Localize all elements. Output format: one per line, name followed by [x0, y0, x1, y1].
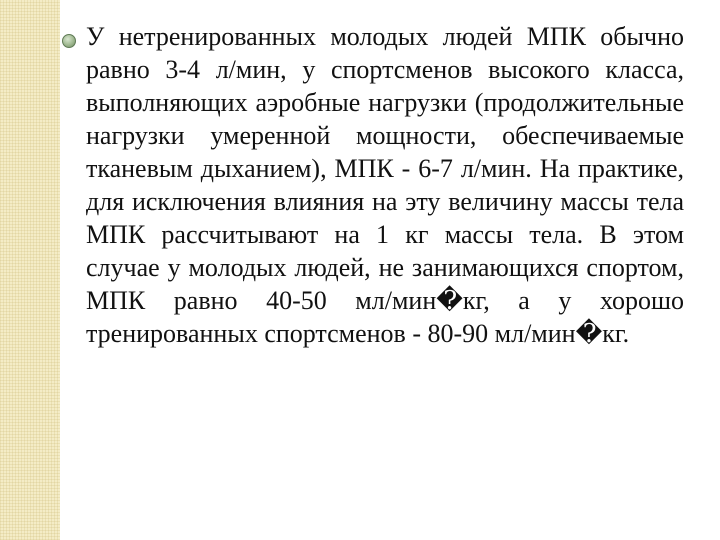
- body-paragraph: У нетренированных молодых людей МПК обычно равно 3-4 л/мин, у спортсменов высокого класса, выполняющих аэробные нагрузки (продолжительные нагрузки умеренной мощности, обеспечиваемые тканевым дыханием), МПК - 6-7 л/мин. На практике, для исключения влияния на эту величину массы тела МПК рассчитывают на 1 кг массы тела. В этом случае у молодых людей, не занимающихся спортом, МПК равно 40-50 мл/мин�кг, а у хорошо тренированных спортсменов - 80-90 мл/мин�кг.: [86, 22, 684, 348]
- slide-content: [62, 20, 684, 350]
- bullet-icon: [62, 34, 76, 48]
- decorative-side-strip: [0, 0, 60, 540]
